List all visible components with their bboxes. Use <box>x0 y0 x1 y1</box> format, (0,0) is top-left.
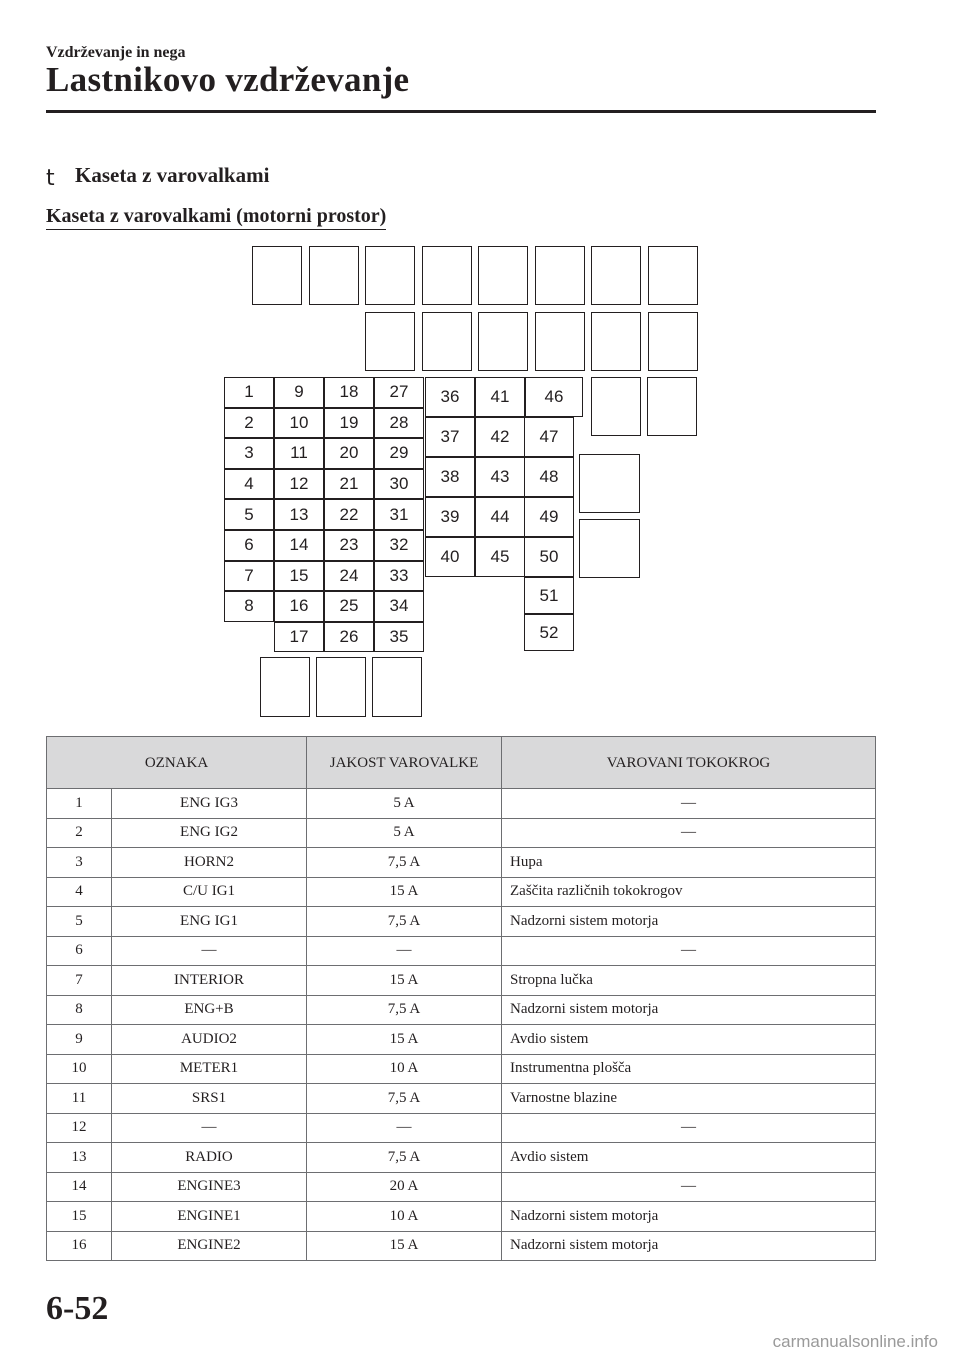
cell-circuit: — <box>502 818 876 848</box>
table-row <box>47 1113 876 1143</box>
fuse-cell: 42 <box>475 417 525 457</box>
relay-slot <box>372 657 422 717</box>
table-row <box>47 818 876 848</box>
cell-label: — <box>112 1113 307 1143</box>
cell-number: 13 <box>47 1143 112 1173</box>
cell-number: 5 <box>47 907 112 937</box>
header-jakost: JAKOST VAROVALKE <box>307 737 502 789</box>
relay-slot <box>648 246 698 305</box>
relay-slot <box>579 519 640 578</box>
relay-slot <box>252 246 302 305</box>
cell-rating: 5 A <box>307 818 502 848</box>
relay-slot <box>365 246 415 305</box>
fuse-cell: 25 <box>324 591 374 622</box>
cell-number: 2 <box>47 818 112 848</box>
fuse-cell: 18 <box>324 377 374 408</box>
fuse-cell: 8 <box>224 591 274 622</box>
table-row <box>47 936 876 966</box>
relay-slot <box>365 312 415 371</box>
fuse-cell: 10 <box>274 408 324 439</box>
fuse-cell: 27 <box>374 377 424 408</box>
table-row <box>47 1231 876 1261</box>
cell-number: 8 <box>47 995 112 1025</box>
fuse-cell: 13 <box>274 499 324 530</box>
fuse-cell: 9 <box>274 377 324 408</box>
cell-rating: 20 A <box>307 1172 502 1202</box>
cell-number: 1 <box>47 789 112 819</box>
page-title: Lastnikovo vzdrževanje <box>46 60 410 99</box>
cell-label: C/U IG1 <box>112 877 307 907</box>
fuse-cell: 49 <box>524 497 574 537</box>
fuse-cell: 5 <box>224 499 274 530</box>
cell-label: ENGINE3 <box>112 1172 307 1202</box>
fuse-cell: 6 <box>224 530 274 561</box>
fuse-cell: 15 <box>274 561 324 592</box>
cell-circuit: Nadzorni sistem motorja <box>502 1231 876 1261</box>
watermark: carmanualsonline.info <box>772 1332 938 1351</box>
table-row <box>47 966 876 996</box>
cell-label: METER1 <box>112 1054 307 1084</box>
fuse-cell: 46 <box>525 377 583 417</box>
cell-label: ENG+B <box>112 995 307 1025</box>
table-row <box>47 1202 876 1232</box>
cell-label: ENGINE2 <box>112 1231 307 1261</box>
cell-label: ENG IG1 <box>112 907 307 937</box>
fuse-cell: 7 <box>224 561 274 592</box>
cell-rating: 15 A <box>307 877 502 907</box>
cell-circuit: Zaščita različnih tokokrogov <box>502 877 876 907</box>
relay-slot <box>422 246 472 305</box>
section-label: Vzdrževanje in nega <box>46 44 186 61</box>
cell-rating: — <box>307 1113 502 1143</box>
table-row <box>47 995 876 1025</box>
fuse-cell: 47 <box>524 417 574 457</box>
fuse-cell: 40 <box>425 537 475 577</box>
cell-circuit: Hupa <box>502 848 876 878</box>
relay-slot <box>260 657 310 717</box>
cell-number: 7 <box>47 966 112 996</box>
cell-label: HORN2 <box>112 848 307 878</box>
relay-slot <box>535 246 585 305</box>
fuse-cell: 12 <box>274 469 324 500</box>
table-header-row <box>47 737 876 789</box>
table-row <box>47 1084 876 1114</box>
table-row <box>47 789 876 819</box>
cell-number: 15 <box>47 1202 112 1232</box>
bullet-icon: t <box>46 166 55 191</box>
fuse-cell: 23 <box>324 530 374 561</box>
fuse-cell: 50 <box>524 537 574 577</box>
cell-label: ENG IG3 <box>112 789 307 819</box>
table-row <box>47 1054 876 1084</box>
header-oznaka: OZNAKA <box>47 737 307 789</box>
cell-circuit: Avdio sistem <box>502 1025 876 1055</box>
cell-rating: 7,5 A <box>307 907 502 937</box>
fuse-cell: 45 <box>475 537 525 577</box>
cell-number: 9 <box>47 1025 112 1055</box>
fuse-cell: 24 <box>324 561 374 592</box>
relay-slot <box>422 312 472 371</box>
fuse-cell: 52 <box>524 614 574 651</box>
cell-number: 6 <box>47 936 112 966</box>
header-tokokrog: VAROVANI TOKOKROG <box>502 737 876 789</box>
fuse-cell: 17 <box>274 622 324 653</box>
cell-rating: 15 A <box>307 966 502 996</box>
cell-circuit: Varnostne blazine <box>502 1084 876 1114</box>
cell-circuit: — <box>502 1113 876 1143</box>
cell-circuit: — <box>502 936 876 966</box>
fuse-cell: 43 <box>475 457 525 497</box>
cell-number: 4 <box>47 877 112 907</box>
relay-slot <box>647 377 697 436</box>
fuse-cell: 34 <box>374 591 424 622</box>
fuse-cell: 20 <box>324 438 374 469</box>
fuse-cell: 11 <box>274 438 324 469</box>
cell-number: 12 <box>47 1113 112 1143</box>
title-divider <box>46 110 876 113</box>
table-row <box>47 877 876 907</box>
cell-rating: 7,5 A <box>307 995 502 1025</box>
fuse-cell: 48 <box>524 457 574 497</box>
cell-circuit: Stropna lučka <box>502 966 876 996</box>
table-row <box>47 1143 876 1173</box>
fuse-cell: 28 <box>374 408 424 439</box>
fuse-cell: 38 <box>425 457 475 497</box>
cell-circuit: Nadzorni sistem motorja <box>502 1202 876 1232</box>
cell-circuit: Nadzorni sistem motorja <box>502 995 876 1025</box>
fuse-cell: 36 <box>425 377 475 417</box>
page-number: 6-52 <box>46 1290 109 1327</box>
relay-slot <box>478 246 528 305</box>
fuse-cell: 4 <box>224 469 274 500</box>
relay-slot <box>579 454 640 513</box>
fuse-cell: 33 <box>374 561 424 592</box>
cell-rating: 15 A <box>307 1231 502 1261</box>
table-row <box>47 1172 876 1202</box>
cell-rating: 7,5 A <box>307 848 502 878</box>
cell-circuit: Nadzorni sistem motorja <box>502 907 876 937</box>
cell-rating: 15 A <box>307 1025 502 1055</box>
cell-rating: 10 A <box>307 1054 502 1084</box>
cell-rating: 5 A <box>307 789 502 819</box>
relay-slot <box>648 312 698 371</box>
fuse-cell: 37 <box>425 417 475 457</box>
cell-label: ENG IG2 <box>112 818 307 848</box>
cell-circuit: — <box>502 1172 876 1202</box>
cell-number: 11 <box>47 1084 112 1114</box>
cell-number: 16 <box>47 1231 112 1261</box>
cell-circuit: Avdio sistem <box>502 1143 876 1173</box>
cell-rating: 7,5 A <box>307 1143 502 1173</box>
fuse-table <box>46 736 876 1261</box>
fuse-cell: 19 <box>324 408 374 439</box>
fuse-cell: 22 <box>324 499 374 530</box>
subheading: Kaseta z varovalkami <box>75 163 270 187</box>
relay-slot <box>591 246 641 305</box>
cell-number: 14 <box>47 1172 112 1202</box>
fuse-cell: 44 <box>475 497 525 537</box>
relay-slot <box>309 246 359 305</box>
relay-slot <box>591 312 641 371</box>
cell-rating: 7,5 A <box>307 1084 502 1114</box>
fuse-cell: 30 <box>374 469 424 500</box>
table-row <box>47 848 876 878</box>
cell-number: 3 <box>47 848 112 878</box>
fuse-cell: 35 <box>374 622 424 653</box>
fuse-cell: 16 <box>274 591 324 622</box>
cell-circuit: — <box>502 789 876 819</box>
fuse-cell: 1 <box>224 377 274 408</box>
fuse-cell: 39 <box>425 497 475 537</box>
fuse-cell: 31 <box>374 499 424 530</box>
cell-rating: — <box>307 936 502 966</box>
table-body <box>47 789 876 1261</box>
relay-slot <box>316 657 366 717</box>
fuse-cell: 14 <box>274 530 324 561</box>
fuse-cell: 26 <box>324 622 374 653</box>
fuse-cell: 29 <box>374 438 424 469</box>
fusebox-heading: Kaseta z varovalkami (motorni prostor) <box>46 205 386 230</box>
cell-label: — <box>112 936 307 966</box>
cell-label: AUDIO2 <box>112 1025 307 1055</box>
fuse-cell: 32 <box>374 530 424 561</box>
cell-number: 10 <box>47 1054 112 1084</box>
cell-label: RADIO <box>112 1143 307 1173</box>
table-row <box>47 907 876 937</box>
cell-rating: 10 A <box>307 1202 502 1232</box>
fuse-cell: 21 <box>324 469 374 500</box>
fuse-cell: 51 <box>524 577 574 614</box>
fuse-cell: 3 <box>224 438 274 469</box>
relay-slot <box>535 312 585 371</box>
relay-slot <box>591 377 641 436</box>
table-row <box>47 1025 876 1055</box>
relay-slot <box>478 312 528 371</box>
fuse-cell: 2 <box>224 408 274 439</box>
fuse-cell: 41 <box>475 377 525 417</box>
cell-label: SRS1 <box>112 1084 307 1114</box>
cell-circuit: Instrumentna plošča <box>502 1054 876 1084</box>
cell-label: INTERIOR <box>112 966 307 996</box>
cell-label: ENGINE1 <box>112 1202 307 1232</box>
